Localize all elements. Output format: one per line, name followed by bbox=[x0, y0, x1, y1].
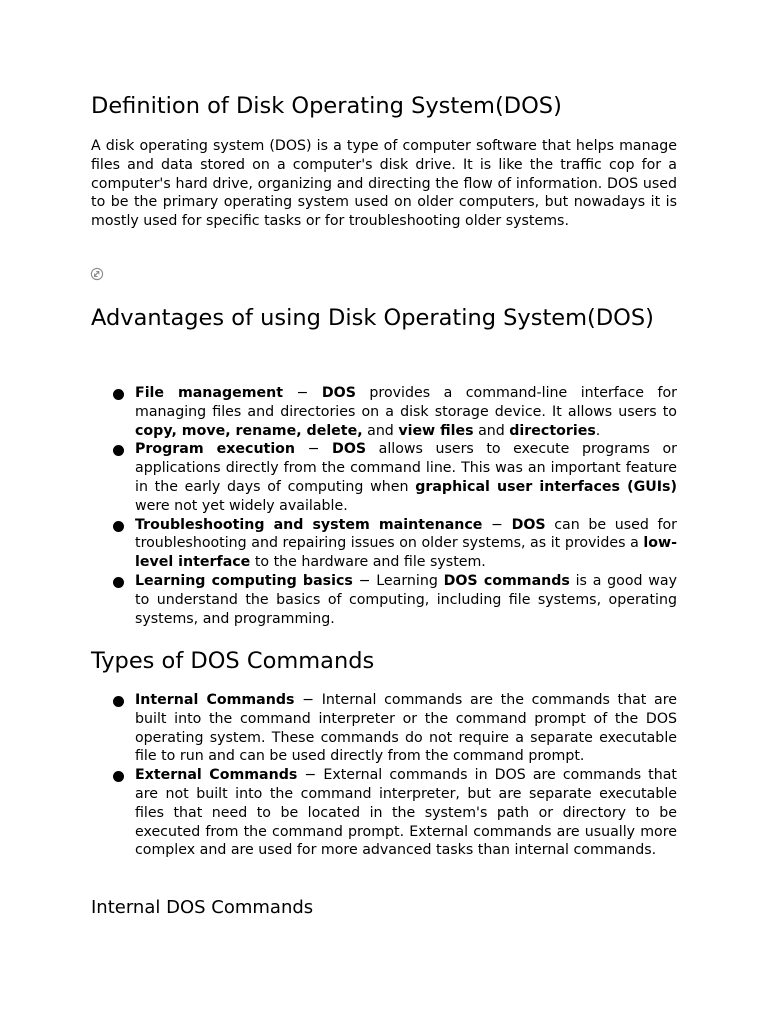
link-icon[interactable] bbox=[90, 267, 104, 281]
item-subject: DOS bbox=[332, 441, 367, 458]
definition-paragraph: A disk operating system (DOS) is a type of computer software that helps manage files and data stored on a computer's disk drive. It is like the traffic cop for a computer's hard drive, organizing and directing the flow of information. DOS used to be the primary operating system used on older computers, but nowadays it is mostly used for specific tasks or for troubleshooting older systems. bbox=[91, 138, 677, 230]
item-term: Troubleshooting and system maintenance bbox=[135, 516, 483, 533]
item-text: to the hardware and file system. bbox=[250, 554, 486, 571]
heading-types: Types of DOS Commands bbox=[91, 648, 375, 674]
item-text: can be used for troubleshooting and repairing issues on older systems, as it provides a bbox=[135, 516, 677, 552]
item-text: . bbox=[595, 422, 601, 439]
bullet-icon bbox=[113, 696, 124, 707]
item-text: allows users to execute programs or applications directly from the command line. This was an important feature in the early days of computing when bbox=[135, 441, 677, 495]
item-bold: directories bbox=[509, 422, 596, 439]
types-list bbox=[0, 691, 677, 860]
item-dash: − bbox=[283, 385, 322, 401]
item-term: Program execution bbox=[135, 441, 296, 458]
bullet-icon bbox=[113, 389, 124, 400]
item-text: and bbox=[473, 422, 510, 439]
list-item bbox=[0, 766, 677, 860]
heading-advantages: Advantages of using Disk Operating System(DOS) bbox=[91, 305, 654, 331]
item-text: − Internal commands are the commands that are built into the command interpreter or the command prompt of the DOS operating system. These commands do not require a separate executable file to run and can be used directly from the command prompt. bbox=[135, 692, 677, 765]
item-subject: DOS commands bbox=[443, 572, 570, 589]
item-dash: − bbox=[482, 516, 512, 533]
heading-internal-commands: Internal DOS Commands bbox=[91, 897, 314, 918]
bullet-icon bbox=[113, 577, 124, 588]
item-bold: graphical user interfaces (GUIs) bbox=[415, 478, 677, 495]
list-item bbox=[0, 691, 677, 766]
item-text: and bbox=[362, 422, 399, 439]
advantages-list bbox=[0, 384, 677, 628]
list-item bbox=[0, 572, 677, 628]
bullet-icon bbox=[113, 771, 124, 782]
heading-definition: Definition of Disk Operating System(DOS) bbox=[91, 93, 562, 119]
item-term: File management bbox=[135, 385, 284, 401]
item-text: is a good way to understand the basics of computing, including file systems, operating systems, and programming. bbox=[135, 572, 677, 627]
item-subject: DOS bbox=[511, 516, 546, 533]
item-term: External Commands bbox=[135, 767, 298, 784]
item-dash: − bbox=[295, 441, 333, 458]
item-dash: − Learning bbox=[352, 572, 444, 589]
item-bold: copy, move, rename, delete, bbox=[135, 422, 363, 439]
item-text: − External commands in DOS are commands that are not built into the command interpreter, but are separate executable files that need to be located in the system's path or directory to be executed from the command prompt. External commands are usually more complex and are used for more advanced tasks than internal commands. bbox=[135, 767, 677, 859]
item-bold: view files bbox=[398, 422, 474, 439]
item-term: Learning computing basics bbox=[135, 572, 353, 589]
item-text: were not yet widely available. bbox=[135, 497, 348, 514]
item-text: provides a command-line interface for managing files and directories on a disk storage device. It allows users to bbox=[135, 385, 678, 420]
list-item bbox=[0, 384, 677, 440]
item-bold: low-level interface bbox=[135, 535, 677, 571]
item-term: Internal Commands bbox=[135, 692, 295, 708]
item-subject: DOS bbox=[321, 385, 356, 401]
bullet-icon bbox=[113, 521, 124, 532]
list-item bbox=[0, 440, 677, 515]
list-item bbox=[0, 516, 677, 572]
bullet-icon bbox=[113, 445, 124, 456]
